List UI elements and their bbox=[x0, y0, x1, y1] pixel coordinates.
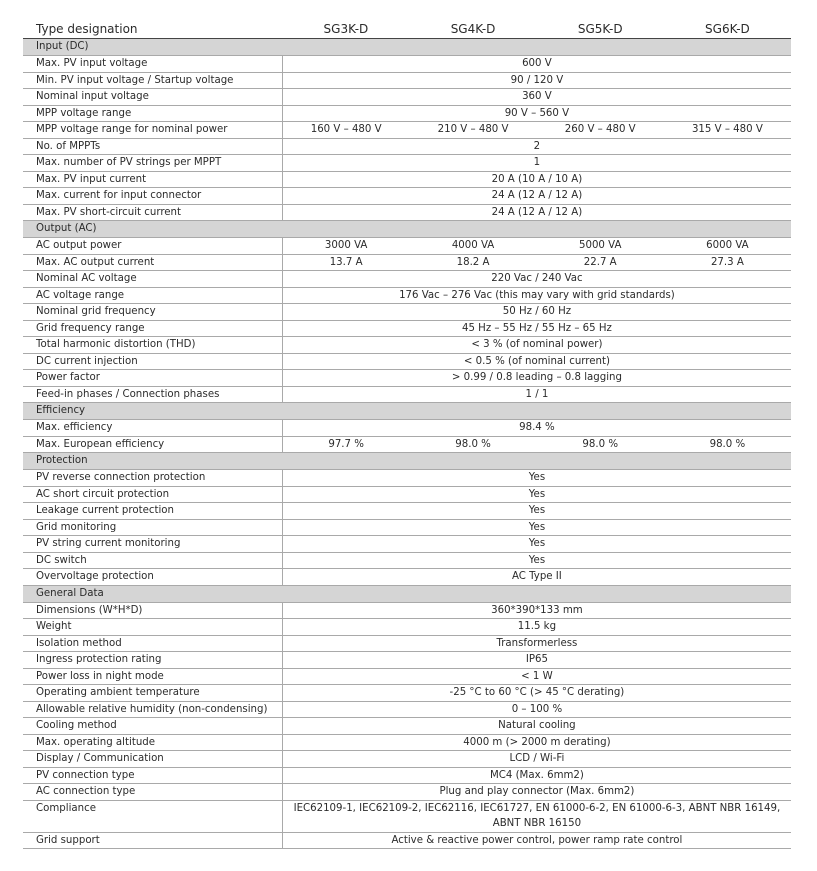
spec-row bbox=[23, 89, 791, 106]
spec-label: Max. operating altitude bbox=[23, 734, 282, 751]
spec-row bbox=[23, 718, 791, 735]
spec-row bbox=[23, 832, 791, 849]
section-title: Input (DC) bbox=[23, 39, 791, 56]
spec-label: AC output power bbox=[23, 238, 282, 255]
spec-value: Yes bbox=[282, 536, 791, 553]
model-header: SG4K-D bbox=[409, 20, 536, 39]
spec-label: DC switch bbox=[23, 552, 282, 569]
spec-row bbox=[23, 171, 791, 188]
spec-row bbox=[23, 800, 791, 832]
spec-value: 24 A (12 A / 12 A) bbox=[282, 204, 791, 221]
spec-row bbox=[23, 72, 791, 89]
spec-value: 98.0 % bbox=[537, 436, 664, 453]
spec-row bbox=[23, 271, 791, 288]
spec-row bbox=[23, 701, 791, 718]
spec-label: Max. PV input current bbox=[23, 171, 282, 188]
spec-row bbox=[23, 552, 791, 569]
spec-label: Max. number of PV strings per MPPT bbox=[23, 155, 282, 172]
spec-row bbox=[23, 105, 791, 122]
spec-value: 2 bbox=[282, 138, 791, 155]
spec-value: 50 Hz / 60 Hz bbox=[282, 304, 791, 321]
spec-row bbox=[23, 353, 791, 370]
spec-value: Yes bbox=[282, 470, 791, 487]
spec-label: Grid monitoring bbox=[23, 519, 282, 536]
spec-value: 1 bbox=[282, 155, 791, 172]
spec-row bbox=[23, 619, 791, 636]
spec-value: 6000 VA bbox=[664, 238, 791, 255]
spec-label: Nominal AC voltage bbox=[23, 271, 282, 288]
spec-row bbox=[23, 602, 791, 619]
spec-value: Yes bbox=[282, 486, 791, 503]
spec-value: 20 A (10 A / 10 A) bbox=[282, 171, 791, 188]
spec-value: 98.4 % bbox=[282, 420, 791, 437]
spec-row bbox=[23, 337, 791, 354]
spec-label: MPP voltage range bbox=[23, 105, 282, 122]
section-title: Output (AC) bbox=[23, 221, 791, 238]
spec-value: 24 A (12 A / 12 A) bbox=[282, 188, 791, 205]
spec-value: -25 °C to 60 °C (> 45 °C derating) bbox=[282, 685, 791, 702]
datasheet bbox=[23, 20, 791, 849]
spec-row bbox=[23, 320, 791, 337]
spec-row bbox=[23, 188, 791, 205]
spec-value: 600 V bbox=[282, 56, 791, 73]
spec-row bbox=[23, 685, 791, 702]
spec-row bbox=[23, 635, 791, 652]
spec-value: 4000 m (> 2000 m derating) bbox=[282, 734, 791, 751]
spec-value: 160 V – 480 V bbox=[282, 122, 409, 139]
spec-label: AC connection type bbox=[23, 784, 282, 801]
spec-label: Total harmonic distortion (THD) bbox=[23, 337, 282, 354]
section-header bbox=[23, 403, 791, 420]
spec-row bbox=[23, 238, 791, 255]
model-header: SG3K-D bbox=[282, 20, 409, 39]
spec-value: 176 Vac – 276 Vac (this may vary with grid standards) bbox=[282, 287, 791, 304]
spec-label: MPP voltage range for nominal power bbox=[23, 122, 282, 139]
spec-value: 18.2 A bbox=[409, 254, 536, 271]
spec-value: 97.7 % bbox=[282, 436, 409, 453]
section-header bbox=[23, 453, 791, 470]
spec-label: No. of MPPTs bbox=[23, 138, 282, 155]
spec-value: < 1 W bbox=[282, 668, 791, 685]
spec-row bbox=[23, 652, 791, 669]
spec-label: Feed-in phases / Connection phases bbox=[23, 386, 282, 403]
spec-label: Max. current for input connector bbox=[23, 188, 282, 205]
spec-value: LCD / Wi-Fi bbox=[282, 751, 791, 768]
spec-label: Max. PV short-circuit current bbox=[23, 204, 282, 221]
spec-value: 360*390*133 mm bbox=[282, 602, 791, 619]
spec-label: PV string current monitoring bbox=[23, 536, 282, 553]
spec-value: 220 Vac / 240 Vac bbox=[282, 271, 791, 288]
spec-row bbox=[23, 254, 791, 271]
spec-value: < 0.5 % (of nominal current) bbox=[282, 353, 791, 370]
spec-value: 5000 VA bbox=[537, 238, 664, 255]
spec-row bbox=[23, 420, 791, 437]
spec-row bbox=[23, 751, 791, 768]
spec-label: Isolation method bbox=[23, 635, 282, 652]
spec-value: 90 / 120 V bbox=[282, 72, 791, 89]
spec-label: Overvoltage protection bbox=[23, 569, 282, 586]
spec-label: Grid support bbox=[23, 832, 282, 849]
spec-value: Yes bbox=[282, 552, 791, 569]
spec-label: Max. European efficiency bbox=[23, 436, 282, 453]
spec-label: Weight bbox=[23, 619, 282, 636]
spec-value: 0 – 100 % bbox=[282, 701, 791, 718]
spec-label: Leakage current protection bbox=[23, 503, 282, 520]
section-title: Efficiency bbox=[23, 403, 791, 420]
spec-label: DC current injection bbox=[23, 353, 282, 370]
spec-value: Active & reactive power control, power ramp rate control bbox=[282, 832, 791, 849]
spec-row bbox=[23, 767, 791, 784]
spec-row bbox=[23, 204, 791, 221]
spec-value: 90 V – 560 V bbox=[282, 105, 791, 122]
spec-row bbox=[23, 734, 791, 751]
spec-label: Cooling method bbox=[23, 718, 282, 735]
spec-value: IP65 bbox=[282, 652, 791, 669]
spec-row bbox=[23, 304, 791, 321]
model-header: SG5K-D bbox=[537, 20, 664, 39]
spec-label: AC short circuit protection bbox=[23, 486, 282, 503]
spec-row bbox=[23, 470, 791, 487]
spec-value: 3000 VA bbox=[282, 238, 409, 255]
spec-row bbox=[23, 155, 791, 172]
spec-value: 11.5 kg bbox=[282, 619, 791, 636]
spec-value: Yes bbox=[282, 519, 791, 536]
header-row bbox=[23, 20, 791, 39]
spec-table bbox=[23, 20, 791, 849]
spec-row bbox=[23, 386, 791, 403]
spec-label: Power factor bbox=[23, 370, 282, 387]
type-designation-header: Type designation bbox=[23, 20, 282, 39]
spec-value: 260 V – 480 V bbox=[537, 122, 664, 139]
spec-value: 45 Hz – 55 Hz / 55 Hz – 65 Hz bbox=[282, 320, 791, 337]
spec-value: 98.0 % bbox=[664, 436, 791, 453]
spec-label: Max. PV input voltage bbox=[23, 56, 282, 73]
spec-value: 22.7 A bbox=[537, 254, 664, 271]
spec-label: Grid frequency range bbox=[23, 320, 282, 337]
spec-row bbox=[23, 569, 791, 586]
spec-value: IEC62109-1, IEC62109-2, IEC62116, IEC61727, EN 61000-6-2, EN 61000-6-3, ABNT NBR 16149, ABNT NBR 16150 bbox=[282, 800, 791, 832]
spec-value: Natural cooling bbox=[282, 718, 791, 735]
model-header: SG6K-D bbox=[664, 20, 791, 39]
spec-body bbox=[23, 39, 791, 849]
section-header bbox=[23, 39, 791, 56]
spec-value: Transformerless bbox=[282, 635, 791, 652]
spec-row bbox=[23, 503, 791, 520]
spec-value: Yes bbox=[282, 503, 791, 520]
spec-label: Max. efficiency bbox=[23, 420, 282, 437]
spec-value: < 3 % (of nominal power) bbox=[282, 337, 791, 354]
section-title: General Data bbox=[23, 585, 791, 602]
spec-label: AC voltage range bbox=[23, 287, 282, 304]
spec-label: Operating ambient temperature bbox=[23, 685, 282, 702]
spec-value: 360 V bbox=[282, 89, 791, 106]
spec-row bbox=[23, 370, 791, 387]
spec-row bbox=[23, 784, 791, 801]
section-title: Protection bbox=[23, 453, 791, 470]
spec-label: PV connection type bbox=[23, 767, 282, 784]
spec-label: Nominal grid frequency bbox=[23, 304, 282, 321]
section-header bbox=[23, 585, 791, 602]
spec-label: Display / Communication bbox=[23, 751, 282, 768]
spec-label: Allowable relative humidity (non-condensing) bbox=[23, 701, 282, 718]
spec-value: 13.7 A bbox=[282, 254, 409, 271]
spec-label: PV reverse connection protection bbox=[23, 470, 282, 487]
spec-label: Max. AC output current bbox=[23, 254, 282, 271]
spec-row bbox=[23, 56, 791, 73]
spec-value: AC Type II bbox=[282, 569, 791, 586]
spec-value: MC4 (Max. 6mm2) bbox=[282, 767, 791, 784]
spec-row bbox=[23, 536, 791, 553]
spec-value: 315 V – 480 V bbox=[664, 122, 791, 139]
spec-value: Plug and play connector (Max. 6mm2) bbox=[282, 784, 791, 801]
spec-label: Dimensions (W*H*D) bbox=[23, 602, 282, 619]
spec-label: Compliance bbox=[23, 800, 282, 832]
spec-value: 4000 VA bbox=[409, 238, 536, 255]
spec-row bbox=[23, 287, 791, 304]
spec-label: Power loss in night mode bbox=[23, 668, 282, 685]
spec-value: > 0.99 / 0.8 leading – 0.8 lagging bbox=[282, 370, 791, 387]
spec-row bbox=[23, 486, 791, 503]
spec-row bbox=[23, 122, 791, 139]
spec-row bbox=[23, 138, 791, 155]
spec-row bbox=[23, 668, 791, 685]
spec-row bbox=[23, 519, 791, 536]
spec-value: 98.0 % bbox=[409, 436, 536, 453]
spec-label: Min. PV input voltage / Startup voltage bbox=[23, 72, 282, 89]
spec-row bbox=[23, 436, 791, 453]
spec-label: Ingress protection rating bbox=[23, 652, 282, 669]
spec-label: Nominal input voltage bbox=[23, 89, 282, 106]
section-header bbox=[23, 221, 791, 238]
spec-value: 210 V – 480 V bbox=[409, 122, 536, 139]
spec-value: 27.3 A bbox=[664, 254, 791, 271]
spec-value: 1 / 1 bbox=[282, 386, 791, 403]
